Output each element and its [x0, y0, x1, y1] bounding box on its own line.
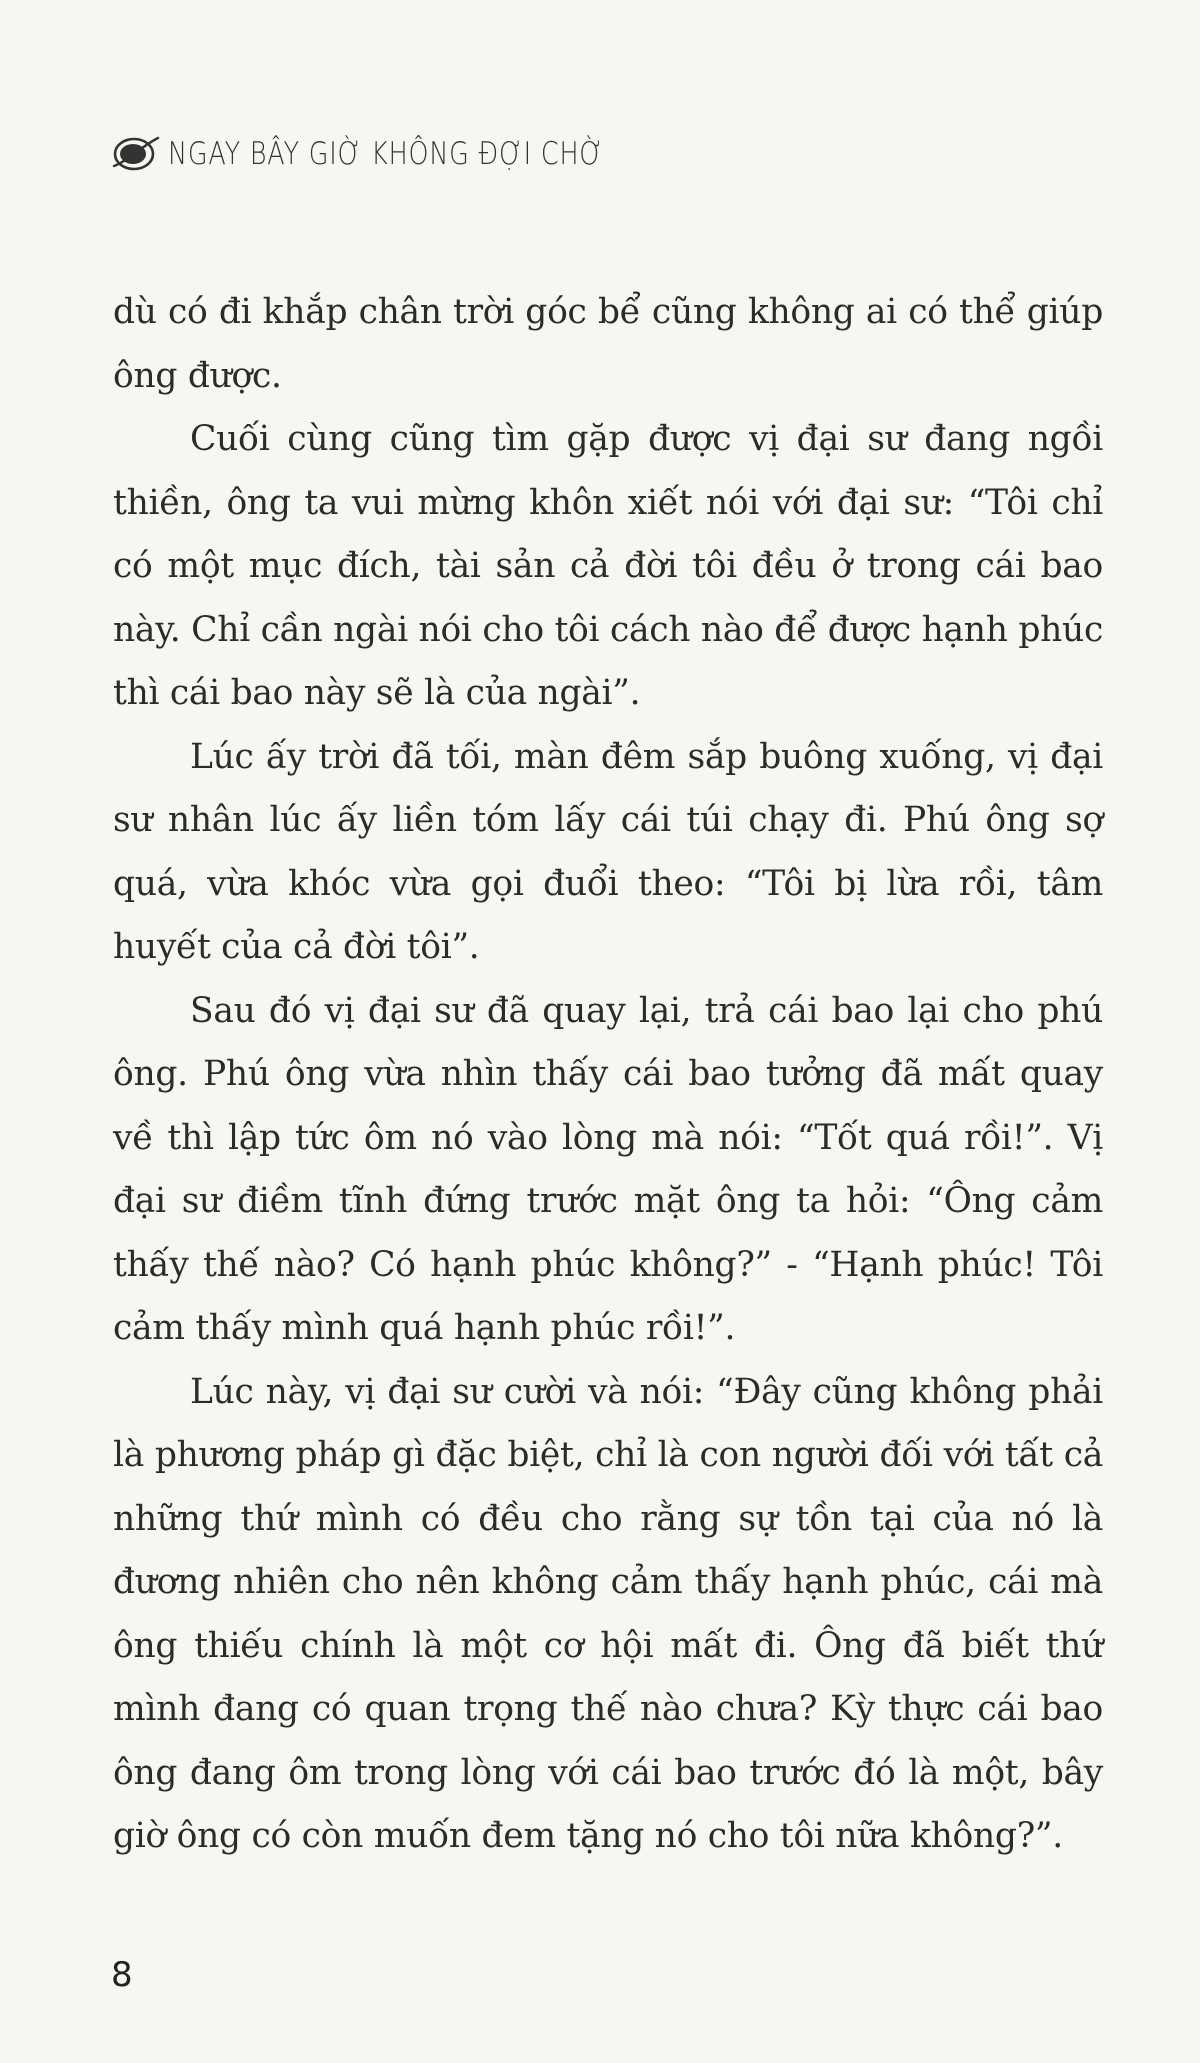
- logo-circle-icon: [110, 132, 162, 176]
- paragraph-4: Sau đó vị đại sư đã quay lại, trả cái bao lại cho phú ông. Phú ông vừa nhìn thấy cái bao tưởng đã mất quay về thì lập tức ôm nó vào lòng mà nói: “Tốt quá rồi!”. Vị đại sư điềm tĩnh đứng trước mặt ông ta hỏi: “Ông cảm thấy thế nào? Có hạnh phúc không?” - “Hạnh phúc! Tôi cảm thấy mình quá hạnh phúc rồi!”.: [113, 990, 1103, 1348]
- header-title: NGAY BÂY GIỜ KHÔNG ĐỢI CHỜ: [168, 136, 604, 172]
- paragraph-2: Cuối cùng cũng tìm gặp được vị đại sư đang ngồi thiền, ông ta vui mừng khôn xiết nói với đại sư: “Tôi chỉ có một mục đích, tài sản cả đời tôi đều ở trong cái bao này. Chỉ cần ngài nói cho tôi cách nào để được hạnh phúc thì cái bao này sẽ là của ngài”.: [113, 419, 1103, 713]
- paragraph-1: dù có đi khắp chân trời góc bể cũng không ai có thể giúp ông được.: [113, 292, 1103, 396]
- page-number: 8: [111, 1955, 133, 1995]
- paragraph-5: Lúc này, vị đại sư cười và nói: “Đây cũng không phải là phương pháp gì đặc biệt, chỉ là con người đối với tất cả những thứ mình có đều cho rằng sự tồn tại của nó là đương nhiên cho nên không cảm thấy hạnh phúc, cái mà ông thiếu chính là một cơ hội mất đi. Ông đã biết thứ mình đang có quan trọng thế nào chưa? Kỳ thực cái bao ông đang ôm trong lòng với cái bao trước đó là một, bây giờ ông có còn muốn đem tặng nó cho tôi nữa không?”.: [113, 1371, 1103, 1856]
- running-header: [110, 132, 700, 176]
- body-text: [113, 281, 1103, 1869]
- paragraph-3: Lúc ấy trời đã tối, màn đêm sắp buông xuống, vị đại sư nhân lúc ấy liền tóm lấy cái túi chạy đi. Phú ông sợ quá, vừa khóc vừa gọi đuổi theo: “Tôi bị lừa rồi, tâm huyết của cả đời tôi”.: [113, 736, 1103, 967]
